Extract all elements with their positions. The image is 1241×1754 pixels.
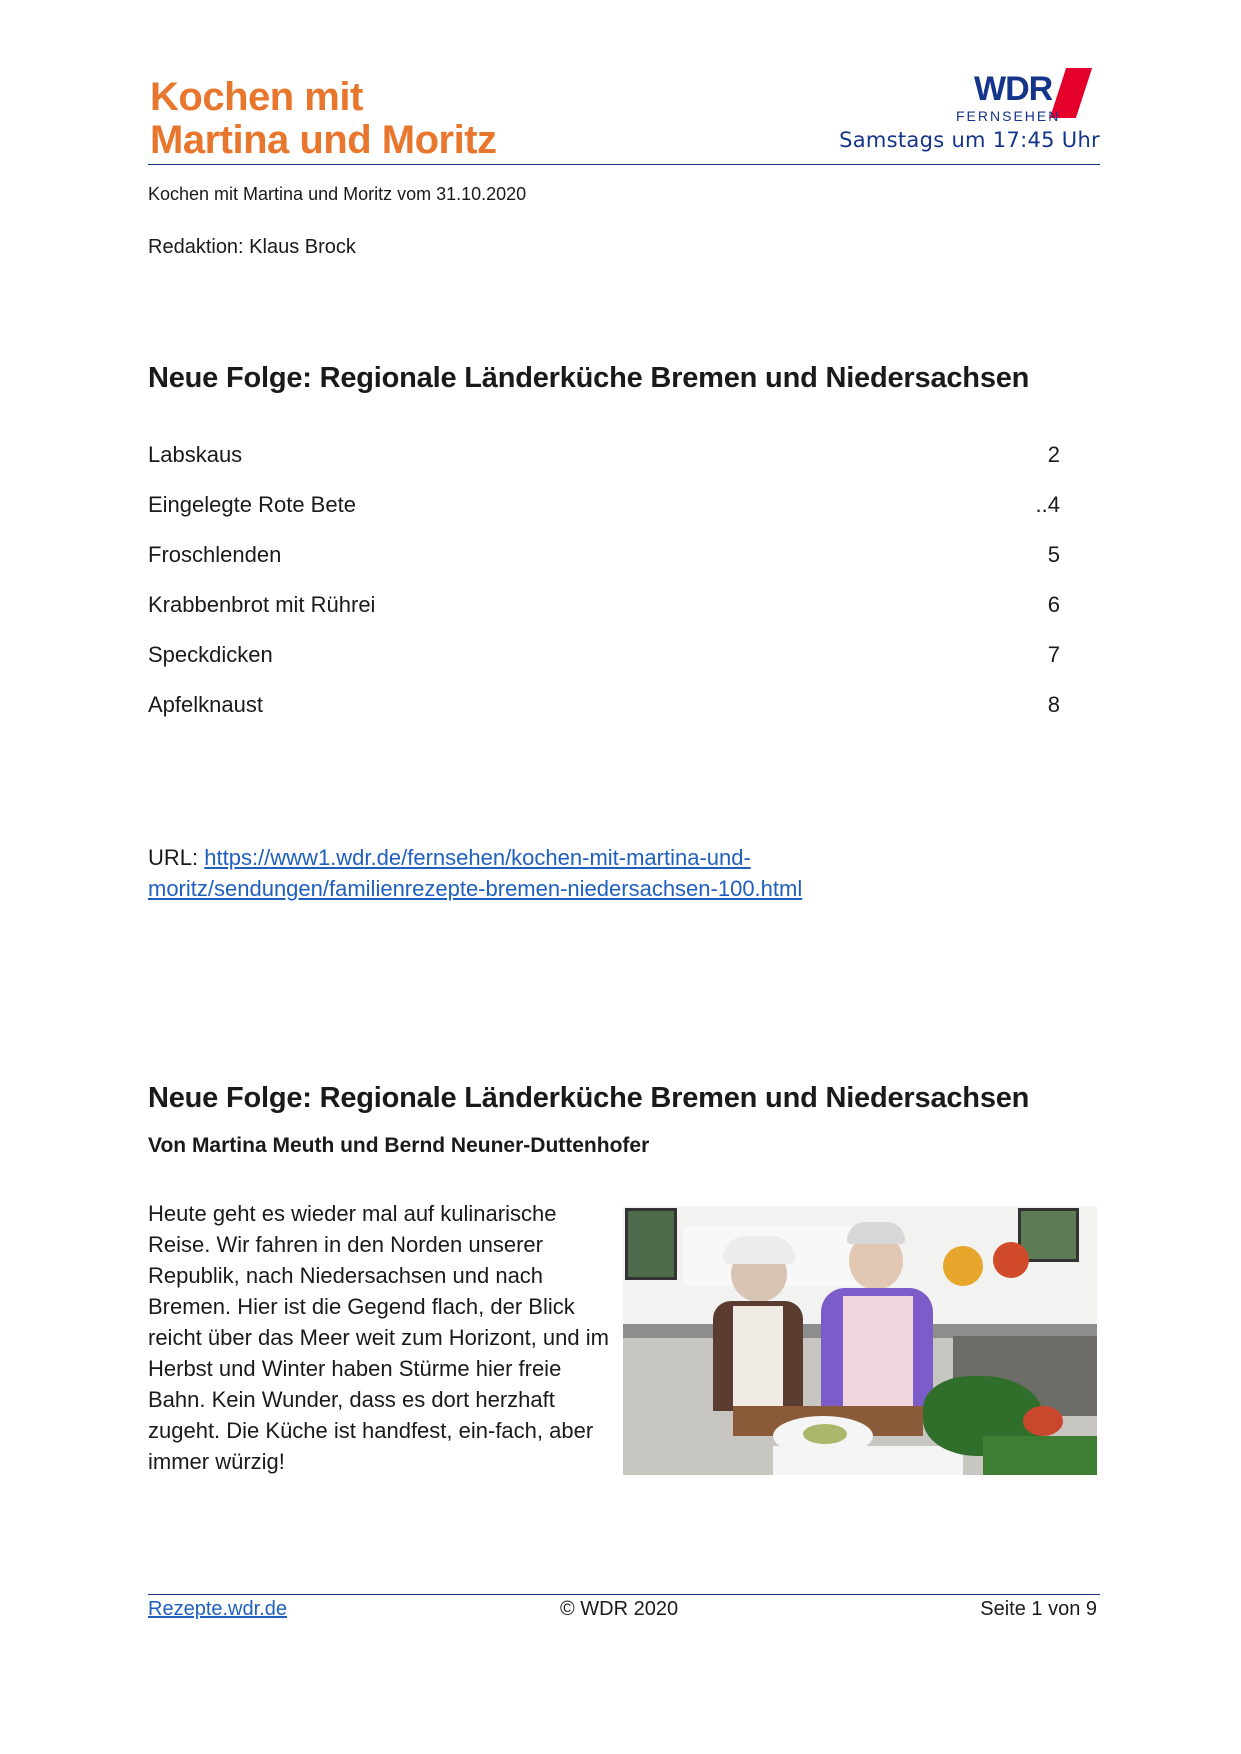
footer-page-info: Seite 1 von 9: [980, 1598, 1097, 1620]
url-label: URL:: [148, 845, 205, 870]
toc-item[interactable]: [148, 691, 1060, 741]
article-byline: Von Martina Meuth und Bernd Neuner-Duttenhofer: [148, 1134, 650, 1157]
toc-item-title: Labskaus: [148, 442, 243, 467]
episode-url-link-line2[interactable]: moritz/sendungen/familienrezepte-bremen-niedersachsen-100.html: [148, 876, 803, 901]
wdr-logo: [940, 68, 1100, 126]
wdr-logo-text: WDR: [974, 70, 1053, 108]
toc-item[interactable]: [148, 591, 1060, 641]
footer-divider: [148, 1594, 1100, 1595]
editor-line: Redaktion: Klaus Brock: [148, 236, 356, 258]
episode-url-link-line1[interactable]: https://www1.wdr.de/fernsehen/kochen-mit-martina-und-: [204, 845, 751, 870]
toc-item-page: 8: [1047, 692, 1060, 717]
show-title-line2: Martina und Moritz: [150, 118, 497, 162]
article-heading: Neue Folge: Regionale Länderküche Bremen und Niedersachsen: [148, 1082, 1030, 1114]
toc-item-title: Eingelegte Rote Bete: [148, 492, 356, 517]
toc-item[interactable]: [148, 491, 1060, 541]
article-intro: Heute geht es wieder mal auf kulinarische Reise. Wir fahren in den Norden unserer Republik, nach Niedersachsen und nach Bremen. Hier ist die Gegend flach, der Blick reicht über das Meer weit zum Horizont, und im Herbst und Winter haben Stürme hier freie Bahn. Kein Wunder, dass es dort herzhaft zugeht. Die Küche ist handfest, ein-fach, aber immer würzig!: [148, 1201, 609, 1474]
episode-line: Kochen mit Martina und Moritz vom 31.10.2020: [148, 184, 527, 204]
broadcast-time: Samstags um 17:45 Uhr: [839, 128, 1100, 152]
toc-item-page: 7: [1047, 642, 1060, 667]
toc-item-page: 6: [1047, 592, 1060, 617]
toc-item-page: ..4: [1035, 492, 1060, 517]
url-block: [148, 842, 1048, 904]
footer-copyright: © WDR 2020: [560, 1598, 679, 1620]
toc-item[interactable]: [148, 641, 1060, 691]
toc-item[interactable]: [148, 541, 1060, 591]
toc-item-title: Froschlenden: [148, 542, 282, 567]
show-title-line1: Kochen mit: [150, 75, 363, 119]
toc-item-page: 5: [1047, 542, 1060, 567]
header-divider: [148, 164, 1100, 165]
toc-heading: Neue Folge: Regionale Länderküche Bremen und Niedersachsen: [148, 362, 1030, 394]
toc-item-title: Apfelknaust: [148, 692, 263, 717]
table-of-contents: [148, 441, 1060, 741]
toc-item-title: Krabbenbrot mit Rührei: [148, 592, 376, 617]
footer-site-link[interactable]: Rezepte.wdr.de: [148, 1598, 287, 1620]
kitchen-photo: [623, 1206, 1097, 1475]
toc-item[interactable]: [148, 441, 1060, 491]
show-title: [150, 76, 497, 162]
toc-item-page: 2: [1047, 442, 1060, 467]
wdr-logo-subtext: FERNSEHEN: [956, 108, 1061, 124]
toc-item-title: Speckdicken: [148, 642, 273, 667]
